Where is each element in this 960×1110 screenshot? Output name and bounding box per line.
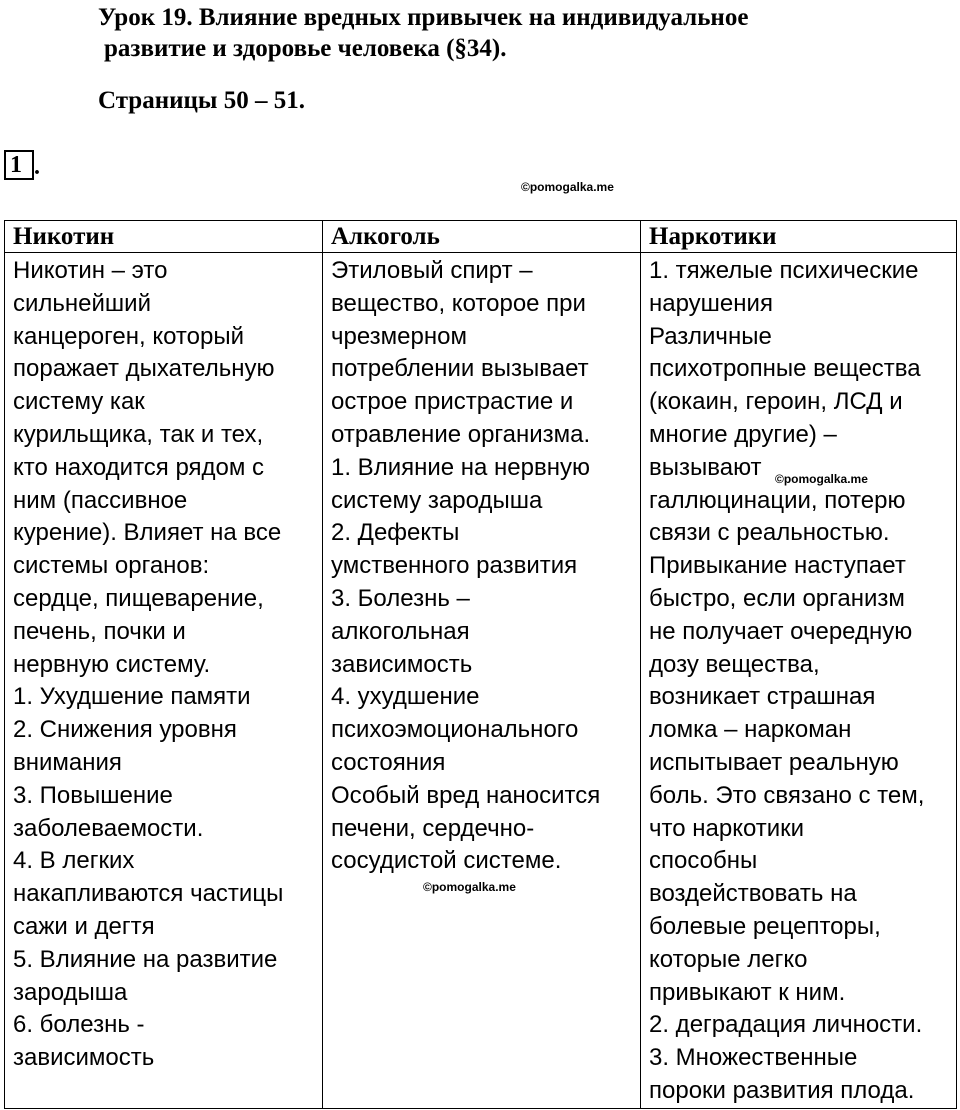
cell-line: Никотин – это (13, 257, 168, 284)
cell-line: состояния (331, 748, 446, 776)
cell-line: острое пристрастие и (331, 388, 574, 416)
table-header-row (5, 221, 957, 253)
cell-line: вызывают (649, 453, 762, 481)
lesson-title-line2: развитие и здоровье человека (§34). (104, 35, 507, 62)
cell-line: сосудистой системе. (331, 847, 562, 875)
task-number: 1 (10, 152, 22, 178)
cell-line: Этиловый спирт – (331, 257, 533, 284)
cell-nicotine (5, 253, 323, 1109)
cell-line: способны (649, 847, 758, 875)
cell-line: ним (пассивное (13, 486, 188, 514)
cell-line: зародыша (13, 978, 128, 1006)
cell-line: курильщика, так и тех, (13, 420, 264, 448)
cell-line: воздействовать на (649, 880, 857, 908)
cell-line: курение). Влияет на все (13, 519, 282, 547)
task-number-suffix: . (34, 154, 40, 180)
cell-line: систему как (13, 388, 145, 416)
table-row (5, 253, 957, 1109)
cell-line: дозу вещества, (649, 650, 820, 678)
cell-line: умственного развития (331, 552, 578, 580)
cell-line: возникает страшная (649, 683, 876, 711)
cell-line: испытывает реальную (649, 748, 899, 776)
cell-line: алкогольная (331, 617, 470, 645)
cell-line: которые легко (649, 945, 808, 973)
cell-line: 3. Болезнь – (331, 584, 470, 612)
cell-line: 6. болезнь - (13, 1011, 145, 1039)
cell-line: Различные (649, 322, 772, 350)
watermark: ©pomogalka.me (775, 472, 868, 486)
habits-table (4, 220, 957, 1109)
cell-line: сердце, пищеварение, (13, 584, 264, 612)
cell-line: заболеваемости. (13, 814, 204, 842)
cell-line: (кокаин, героин, ЛСД и (649, 388, 903, 416)
header-alcohol: Алкоголь (323, 221, 641, 253)
cell-line: Особый вред наносится (331, 781, 601, 809)
watermark: ©pomogalka.me (423, 880, 516, 894)
cell-line: зависимость (331, 650, 473, 678)
cell-line: 2. деградация личности. (649, 1011, 923, 1039)
lesson-title (98, 2, 748, 64)
cell-line: Привыкание наступает (649, 552, 906, 580)
header-nicotine: Никотин (5, 221, 323, 253)
cell-line: что наркотики (649, 814, 805, 842)
cell-line: психотропные вещества (649, 355, 921, 383)
cell-line: галлюцинации, потерю (649, 486, 906, 514)
cell-drugs (641, 253, 957, 1109)
cell-line: боль. Это связано с тем, (649, 781, 925, 809)
cell-line: 1. Ухудшение памяти (13, 683, 251, 711)
cell-line: 1. Влияние на нервную (331, 453, 590, 481)
cell-line: болевые рецепторы, (649, 912, 881, 940)
cell-line: пороки развития плода. (649, 1076, 915, 1104)
cell-line: потреблении вызывает (331, 355, 589, 383)
cell-line: быстро, если организм (649, 584, 905, 612)
cell-line: 3. Множественные (649, 1044, 858, 1072)
cell-line: канцероген, который (13, 322, 244, 350)
cell-line: психоэмоционального (331, 716, 579, 744)
header-drugs: Наркотики (641, 221, 957, 253)
cell-line: не получает очередную (649, 617, 913, 645)
cell-line: систему зародыша (331, 486, 543, 514)
cell-line: печени, сердечно- (331, 814, 535, 842)
cell-alcohol (323, 253, 641, 1109)
cell-line: отравление организма. (331, 420, 591, 448)
cell-line: 2. Дефекты (331, 519, 460, 547)
cell-line: 2. Снижения уровня (13, 716, 237, 744)
cell-line: 4. В легких (13, 847, 135, 875)
cell-line: многие другие) – (649, 420, 837, 448)
cell-line: чрезмерном (331, 322, 467, 350)
cell-line: 1. тяжелые психические (649, 257, 919, 284)
cell-line: вещество, которое при (331, 289, 586, 317)
cell-line: 3. Повышение (13, 781, 173, 809)
cell-line: кто находится рядом с (13, 453, 265, 481)
cell-line: поражает дыхательную (13, 355, 275, 383)
cell-line: 4. ухудшение (331, 683, 480, 711)
cell-line: зависимость (13, 1044, 155, 1072)
cell-line: 5. Влияние на развитие (13, 945, 278, 973)
cell-line: системы органов: (13, 552, 210, 580)
cell-line: связи с реальностью. (649, 519, 890, 547)
watermark: ©pomogalka.me (521, 180, 614, 194)
cell-line: привыкают к ним. (649, 978, 846, 1006)
cell-line: печень, почки и (13, 617, 186, 645)
lesson-title-line1: Урок 19. Влияние вредных привычек на индивидуальное (98, 4, 749, 31)
cell-line: сажи и дегтя (13, 912, 155, 940)
cell-line: внимания (13, 748, 122, 776)
cell-line: нервную систему. (13, 650, 211, 678)
task-number-box (4, 150, 34, 180)
pages-range: Страницы 50 – 51. (98, 87, 305, 114)
cell-line: нарушения (649, 289, 773, 317)
cell-line: ломка – наркоман (649, 716, 852, 744)
cell-line: сильнейший (13, 289, 151, 317)
cell-line: накапливаются частицы (13, 880, 284, 908)
